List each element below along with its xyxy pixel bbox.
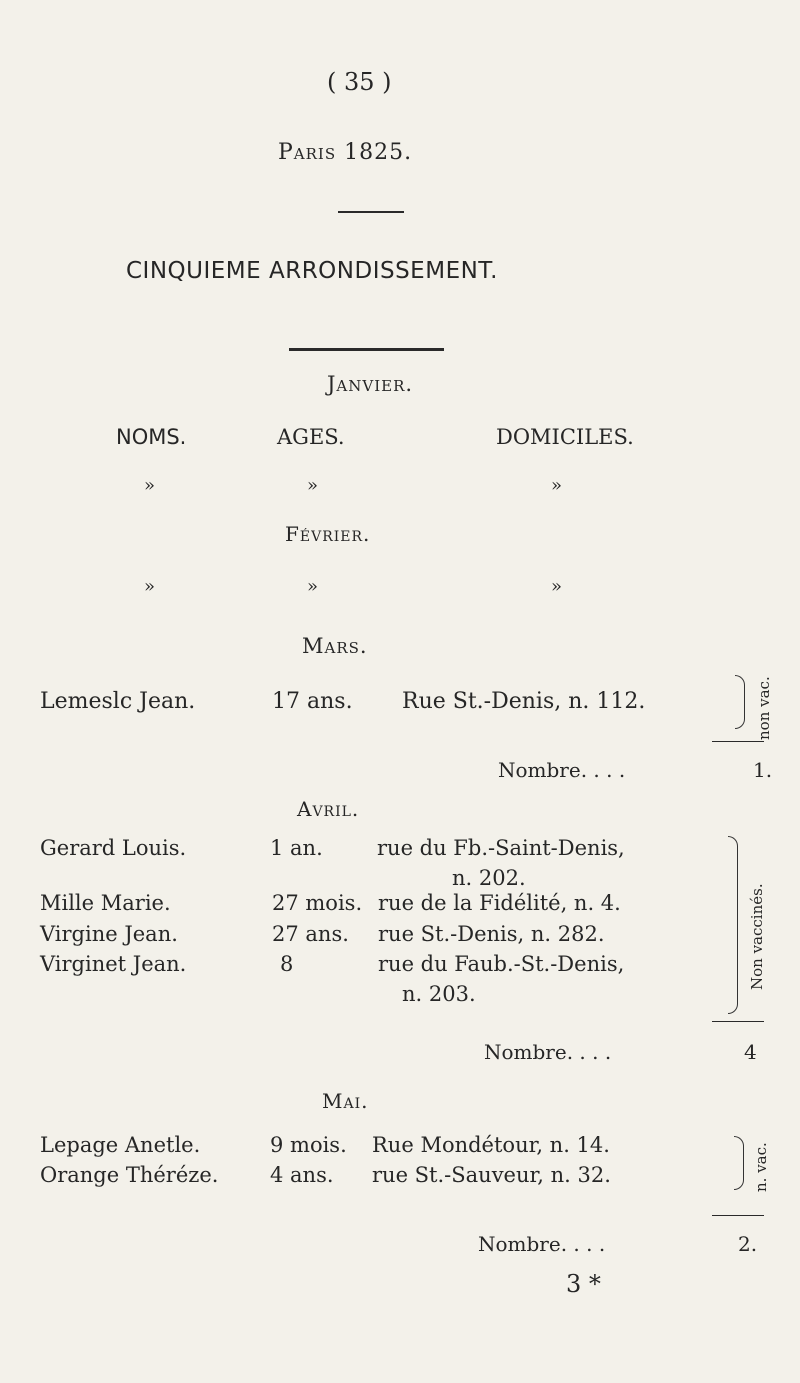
avril-age-2: 27 mois. [272,891,363,915]
mai-total-label: Nombre. . . . [478,1232,606,1256]
ditto-fevrier-ages: » [307,576,319,597]
header-noms: NOMS. [116,425,187,449]
mai-brace [734,1136,744,1190]
ditto-janvier-domiciles: » [551,475,563,496]
avril-domicile-3: rue St.-Denis, n. 282. [378,922,605,946]
avril-age-1: 1 an. [270,836,323,860]
avril-name-3: Virgine Jean. [40,922,178,946]
signature-mark: 3 * [566,1270,601,1298]
mai-status: n. vac. [752,1142,770,1192]
ditto-janvier-ages: » [307,475,319,496]
mai-domicile-2: rue St.-Sauveur, n. 32. [372,1163,611,1187]
mai-name-1: Lepage Anetle. [40,1133,201,1157]
mars-domicile: Rue St.-Denis, n. 112. [402,689,646,714]
month-mai: Mai. [322,1089,369,1113]
avril-status: Non vaccinés. [748,883,766,990]
page-number: ( 35 ) [327,68,392,96]
mars-age: 17 ans. [272,689,353,714]
top-short-rule [338,211,404,213]
avril-domicile-1b: n. 202. [452,866,526,890]
header-domiciles: DOMICILES. [496,425,634,449]
avril-name-4: Virginet Jean. [40,952,187,976]
mars-total-rule [712,741,764,742]
mars-status: non vac. [755,676,773,740]
month-fevrier: Février. [285,522,371,546]
avril-age-3: 27 ans. [272,922,349,946]
ditto-fevrier-domiciles: » [551,576,563,597]
avril-domicile-4: rue du Faub.-St.-Denis, [378,952,625,976]
mai-domicile-1: Rue Mondétour, n. 14. [372,1133,610,1157]
header-ages: AGES. [277,425,345,449]
month-avril: Avril. [297,797,360,821]
avril-age-4: 8 [280,952,294,976]
avril-total-value: 4 [744,1040,757,1064]
ditto-fevrier-noms: » [144,576,156,597]
avril-domicile-1: rue du Fb.-Saint-Denis, [377,836,625,860]
mai-age-1: 9 mois. [270,1133,347,1157]
mars-total-value: 1. [753,758,773,782]
month-mars: Mars. [302,634,368,658]
mai-total-value: 2. [738,1232,758,1256]
mars-brace [735,675,745,729]
mai-name-2: Orange Théréze. [40,1163,219,1187]
title-rule [289,348,444,351]
mars-name: Lemeslc Jean. [40,689,196,714]
city-year: Paris 1825. [278,140,413,165]
avril-total-rule [712,1021,764,1022]
avril-name-1: Gerard Louis. [40,836,187,860]
month-janvier: Janvier. [327,372,414,396]
avril-domicile-2: rue de la Fidélité, n. 4. [378,891,621,915]
ditto-janvier-noms: » [144,475,156,496]
avril-total-label: Nombre. . . . [484,1040,612,1064]
mai-age-2: 4 ans. [270,1163,334,1187]
avril-name-2: Mille Marie. [40,891,171,915]
avril-brace [728,836,738,1014]
mars-total-label: Nombre. . . . [498,758,626,782]
avril-domicile-4b: n. 203. [402,982,476,1006]
arrondissement-title: CINQUIEME ARRONDISSEMENT. [126,258,498,284]
mai-total-rule [712,1215,764,1216]
